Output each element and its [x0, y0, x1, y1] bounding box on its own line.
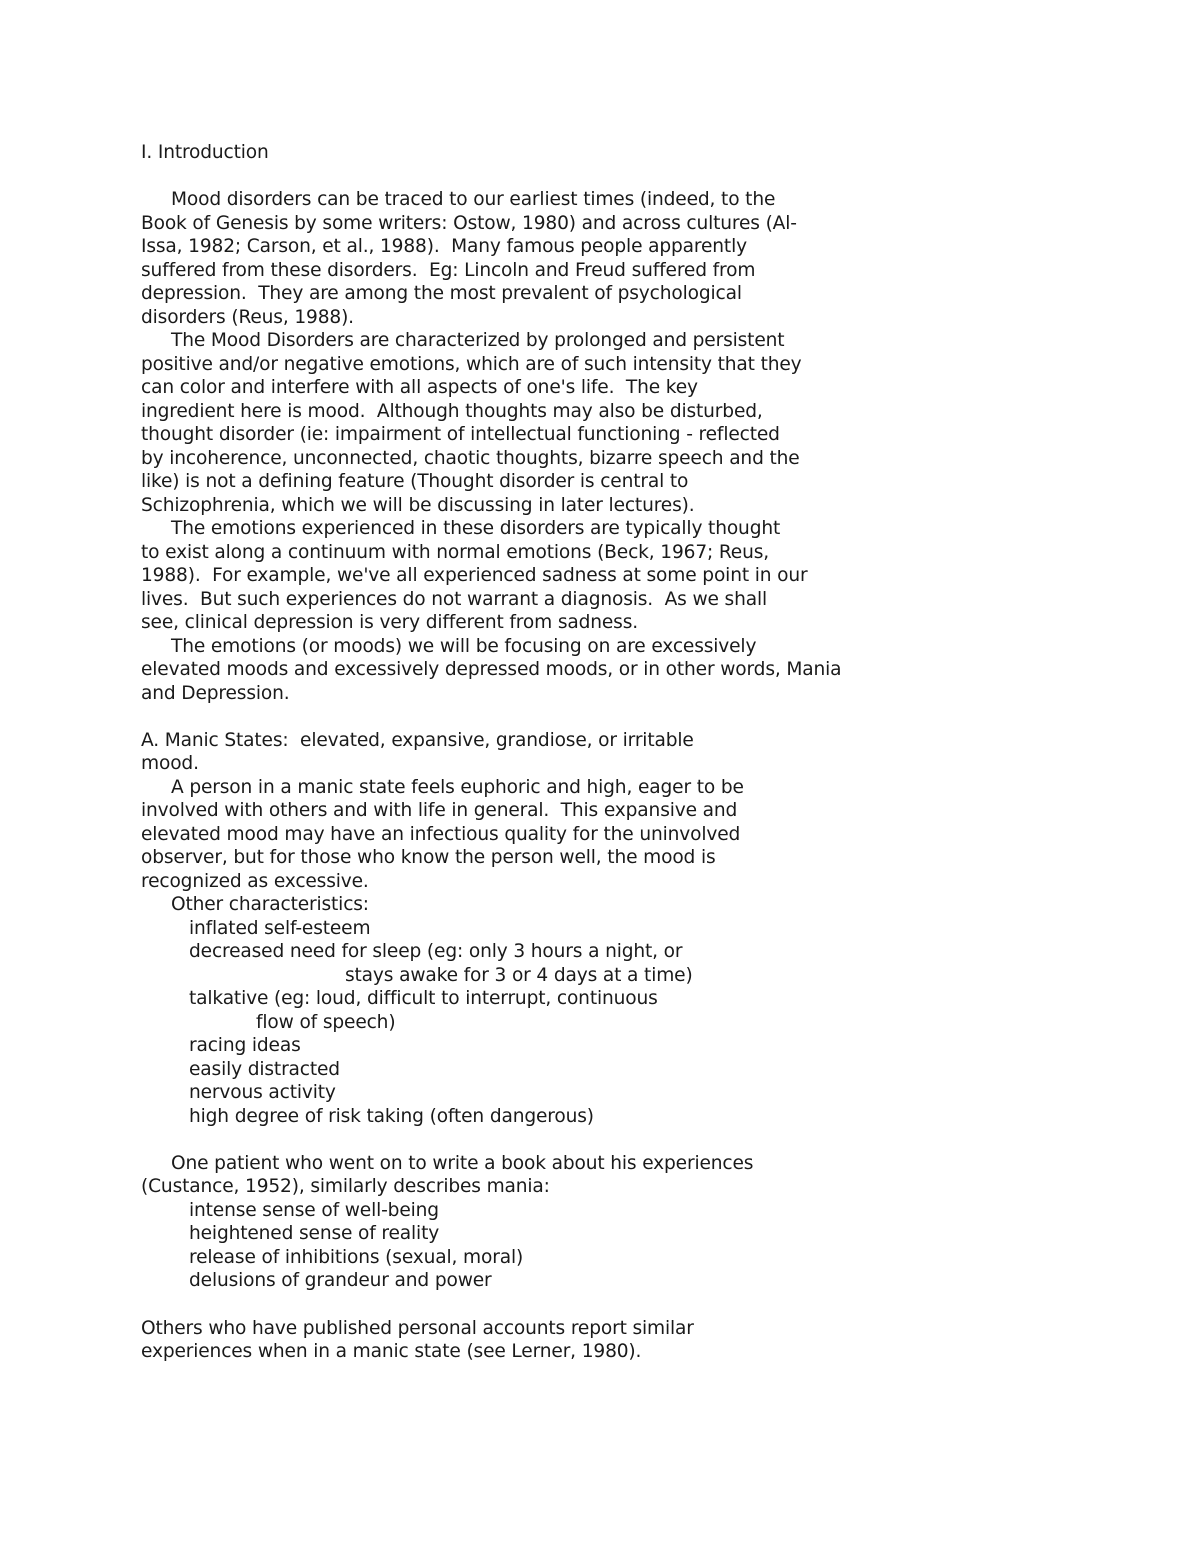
list-item: delusions of grandeur and power [189, 1270, 492, 1291]
paragraph-line: thought disorder (ie: impairment of intellectual functioning - reflected [141, 424, 780, 445]
paragraph-line: 1988). For example, we've all experienced sadness at some point in our [141, 565, 808, 586]
list-item: high degree of risk taking (often dangerous) [189, 1106, 594, 1127]
paragraph-line: lives. But such experiences do not warrant a diagnosis. As we shall [141, 589, 767, 610]
paragraph-line: The emotions (or moods) we will be focusing on are excessively [171, 636, 757, 657]
list-item: nervous activity [189, 1082, 336, 1103]
paragraph-line: experiences when in a manic state (see Lerner, 1980). [141, 1341, 642, 1362]
paragraph-line: recognized as excessive. [141, 871, 369, 892]
paragraph-line: by incoherence, unconnected, chaotic thoughts, bizarre speech and the [141, 448, 800, 469]
section-heading-manic-states: A. Manic States: elevated, expansive, grandiose, or irritable [141, 730, 694, 751]
paragraph-line: to exist along a continuum with normal emotions (Beck, 1967; Reus, [141, 542, 770, 563]
paragraph-line: suffered from these disorders. Eg: Lincoln and Freud suffered from [141, 260, 756, 281]
section-heading-introduction: I. Introduction [141, 142, 269, 163]
paragraph-line: observer, but for those who know the person well, the mood is [141, 847, 716, 868]
list-item: talkative (eg: loud, difficult to interrupt, continuous [189, 988, 658, 1009]
list-item-continuation: flow of speech) [256, 1012, 396, 1033]
paragraph-line: positive and/or negative emotions, which are of such intensity that they [141, 354, 802, 375]
paragraph-line: elevated mood may have an infectious quality for the uninvolved [141, 824, 741, 845]
paragraph-line: depression. They are among the most prevalent of psychological [141, 283, 742, 304]
list-item: release of inhibitions (sexual, moral) [189, 1247, 524, 1268]
section-heading-manic-states-cont: mood. [141, 753, 199, 774]
paragraph-line: The Mood Disorders are characterized by prolonged and persistent [171, 330, 785, 351]
list-item-continuation: stays awake for 3 or 4 days at a time) [345, 965, 693, 986]
paragraph-line: see, clinical depression is very different from sadness. [141, 612, 639, 633]
paragraph-line: One patient who went on to write a book about his experiences [171, 1153, 754, 1174]
list-item: racing ideas [189, 1035, 301, 1056]
paragraph-line: Book of Genesis by some writers: Ostow, 1980) and across cultures (Al- [141, 213, 797, 234]
paragraph-line: The emotions experienced in these disorders are typically thought [171, 518, 781, 539]
paragraph-line: can color and interfere with all aspects of one's life. The key [141, 377, 698, 398]
list-item: easily distracted [189, 1059, 340, 1080]
list-item: heightened sense of reality [189, 1223, 440, 1244]
paragraph-line: disorders (Reus, 1988). [141, 307, 354, 328]
paragraph-line: elevated moods and excessively depressed moods, or in other words, Mania [141, 659, 842, 680]
paragraph-line: Mood disorders can be traced to our earliest times (indeed, to the [171, 189, 776, 210]
paragraph-line: Issa, 1982; Carson, et al., 1988). Many famous people apparently [141, 236, 747, 257]
paragraph-line: like) is not a defining feature (Thought disorder is central to [141, 471, 689, 492]
paragraph-line: Schizophrenia, which we will be discussing in later lectures). [141, 495, 695, 516]
paragraph-line: Others who have published personal accounts report similar [141, 1318, 694, 1339]
paragraph-line: (Custance, 1952), similarly describes mania: [141, 1176, 550, 1197]
paragraph-line: ingredient here is mood. Although thoughts may also be disturbed, [141, 401, 763, 422]
list-item: decreased need for sleep (eg: only 3 hours a night, or [189, 941, 683, 962]
list-item: inflated self-esteem [189, 918, 371, 939]
paragraph-line: A person in a manic state feels euphoric and high, eager to be [171, 777, 744, 798]
paragraph-line: and Depression. [141, 683, 290, 704]
list-item: intense sense of well-being [189, 1200, 439, 1221]
paragraph-line: involved with others and with life in general. This expansive and [141, 800, 738, 821]
characteristics-intro: Other characteristics: [171, 894, 369, 915]
